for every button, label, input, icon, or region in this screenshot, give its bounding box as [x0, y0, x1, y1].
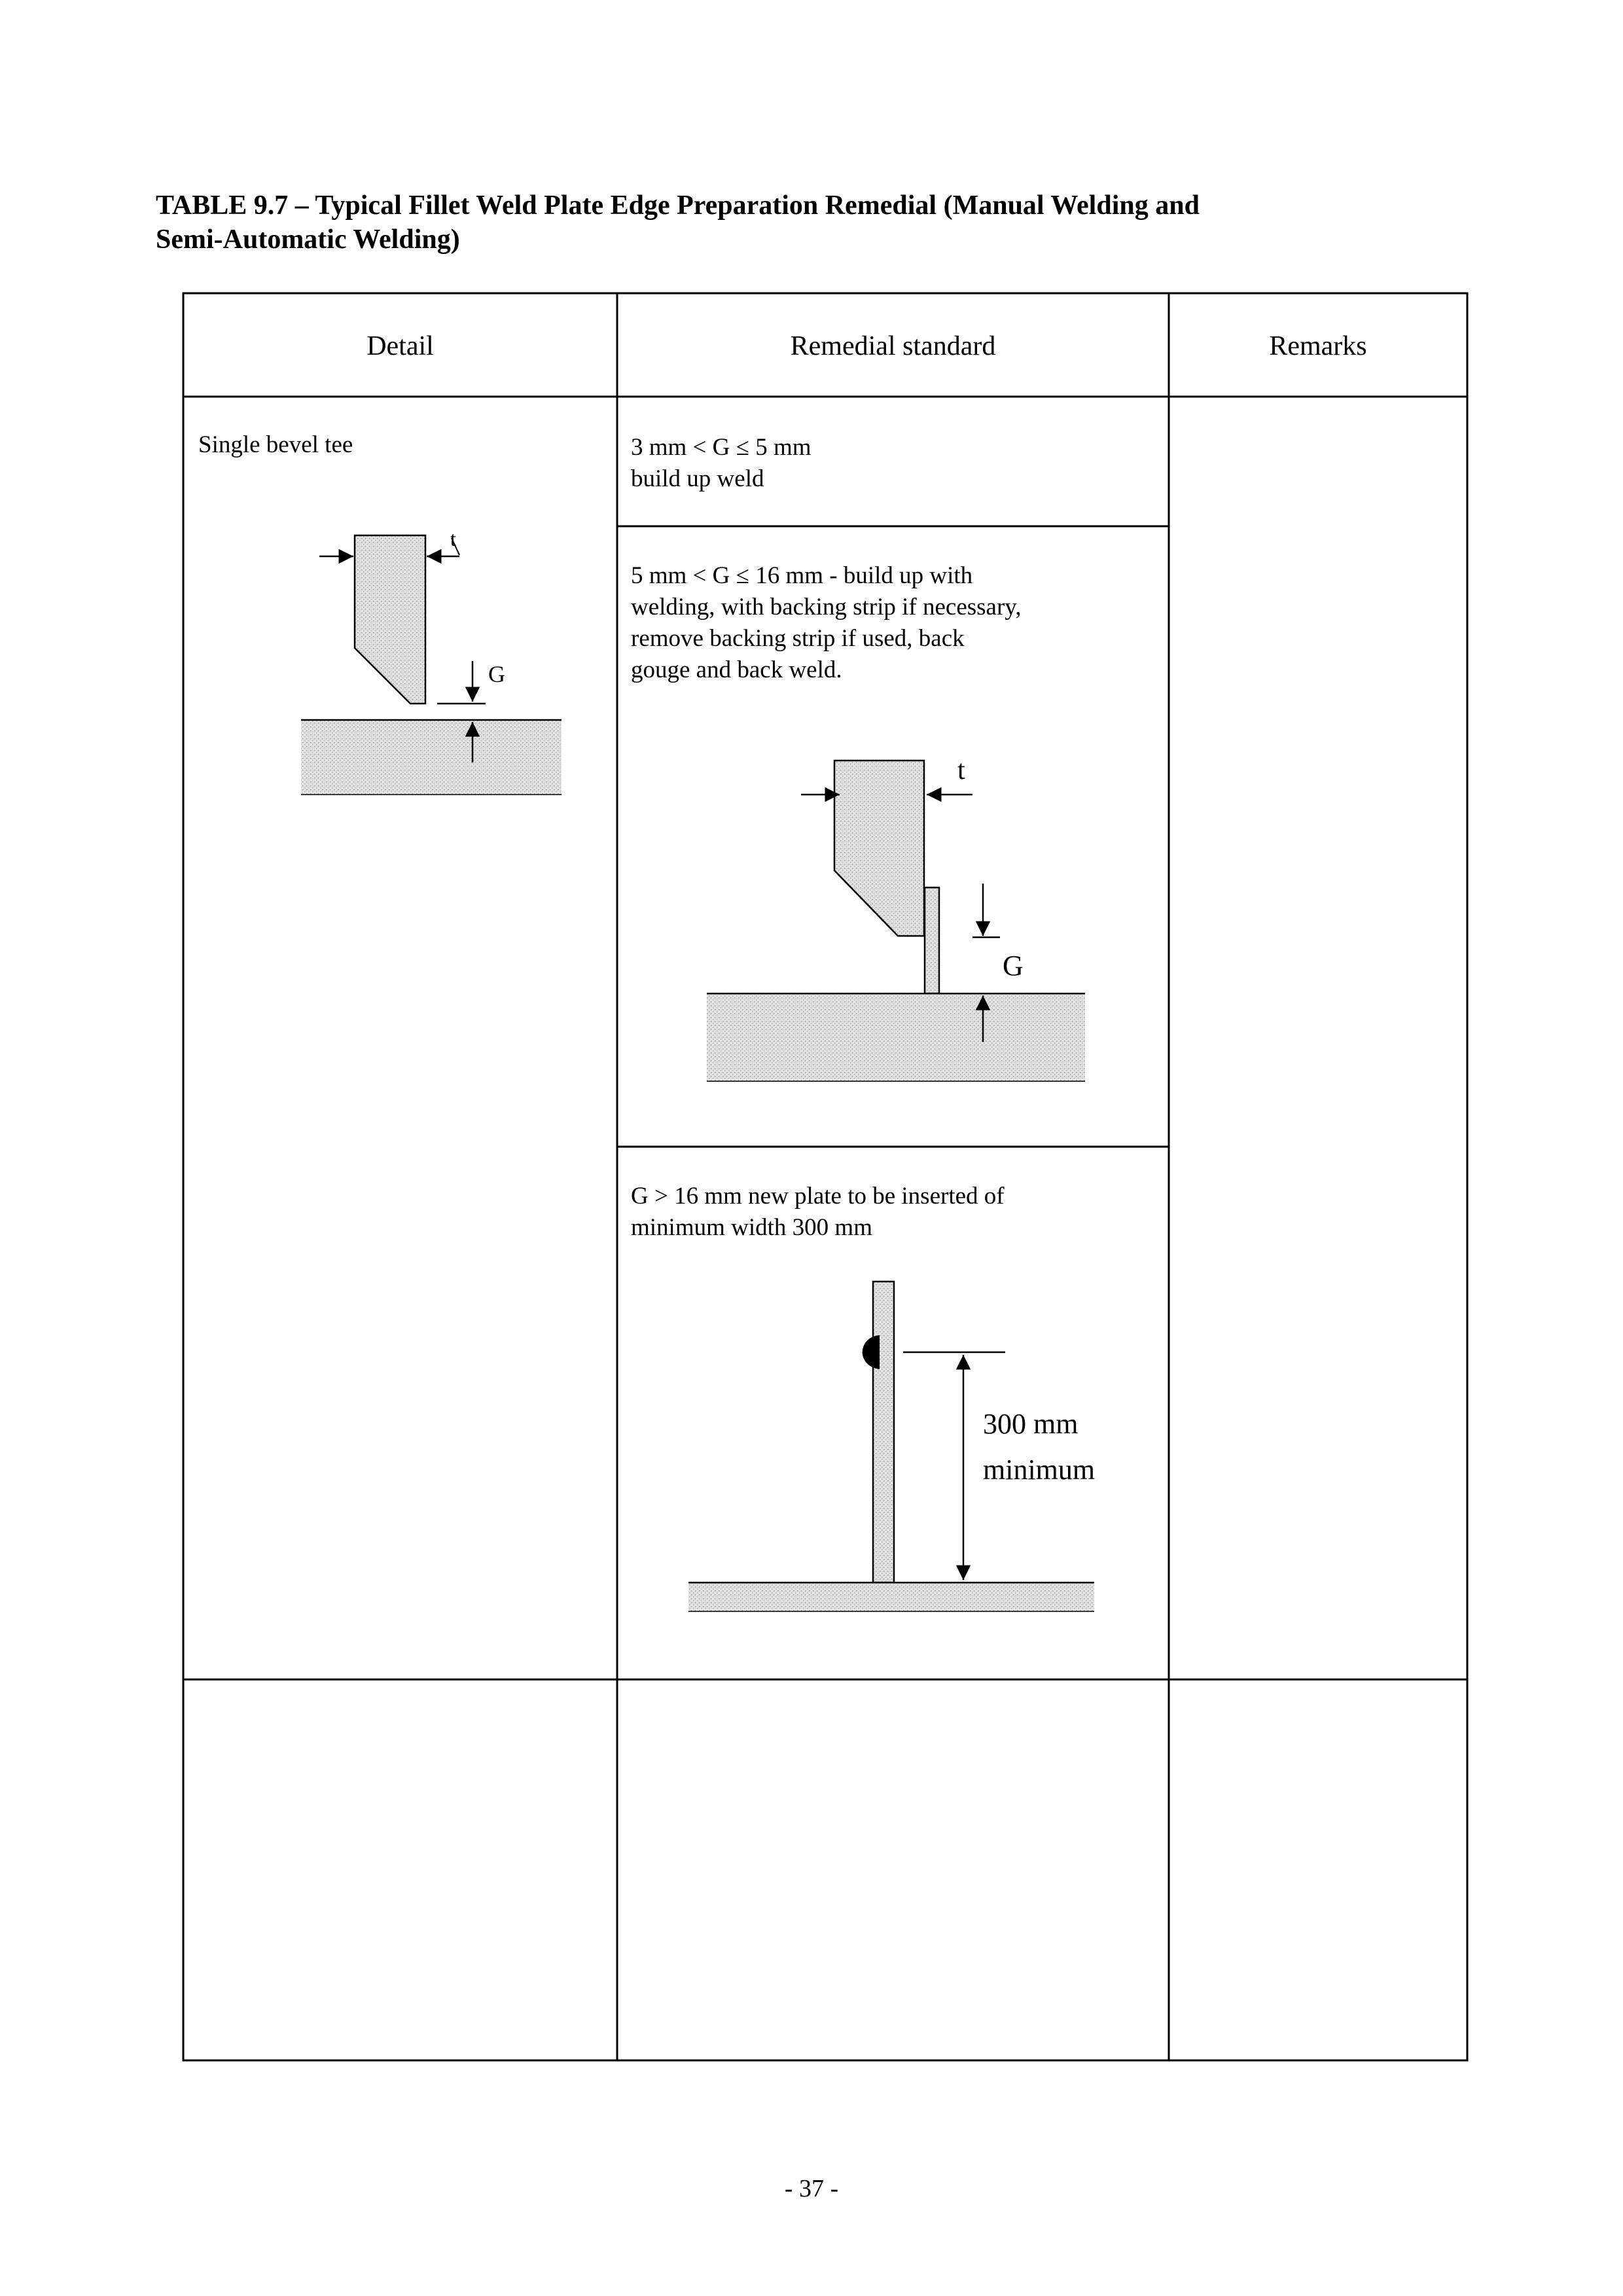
remedial-case-3-line-2: minimum width 300 mm — [631, 1214, 872, 1241]
bevel-plate-2 — [834, 761, 924, 936]
remedial-case-1-line-1: 3 mm < G ≤ 5 mm — [631, 434, 812, 461]
new-plate-insert-diagram — [681, 1276, 1113, 1617]
remedial-case-2-line-3: remove backing strip if used, back — [631, 625, 965, 652]
header-remarks: Remarks — [1269, 331, 1367, 361]
bevel-plate — [355, 535, 425, 704]
dimension-word: minimum — [983, 1454, 1096, 1486]
remedial-case-2-line-1: 5 mm < G ≤ 16 mm - build up with — [631, 562, 973, 589]
single-bevel-tee-diagram — [301, 517, 576, 805]
thickness-label-2: t — [957, 755, 965, 785]
header-detail: Detail — [366, 331, 434, 361]
remedial-case-3-line-1: G > 16 mm new plate to be inserted of — [631, 1183, 1005, 1210]
backing-strip — [925, 888, 939, 994]
weld-bead — [863, 1335, 880, 1369]
remedial-case-1 — [631, 432, 1154, 495]
remedial-case-2-line-4: gouge and back weld. — [631, 656, 842, 683]
thickness-label: t — [450, 527, 456, 550]
remedial-case-1-line-2: build up weld — [631, 465, 764, 492]
dimension-value: 300 mm — [983, 1408, 1079, 1440]
vertical-plate — [873, 1282, 894, 1583]
gap-label-2: G — [1003, 950, 1024, 982]
backing-strip-diagram — [700, 746, 1106, 1086]
title-line-1: TABLE 9.7 – Typical Fillet Weld Plate Edge Preparation Remedial (Manual Welding and — [156, 190, 1200, 221]
header-remedial-standard: Remedial standard — [790, 331, 996, 361]
remedial-case-3 — [631, 1181, 1154, 1244]
base-plate-2 — [707, 994, 1085, 1081]
base-plate-3 — [688, 1583, 1094, 1611]
detail-single-bevel-tee: Single bevel tee — [198, 431, 353, 458]
base-plate — [301, 720, 562, 795]
remedial-case-2-line-2: welding, with backing strip if necessary, — [631, 594, 1022, 620]
title-line-2: Semi-Automatic Welding) — [156, 224, 460, 255]
gap-label: G — [488, 661, 505, 687]
remedial-case-2 — [631, 560, 1154, 686]
page-number: - 37 - — [784, 2175, 839, 2202]
